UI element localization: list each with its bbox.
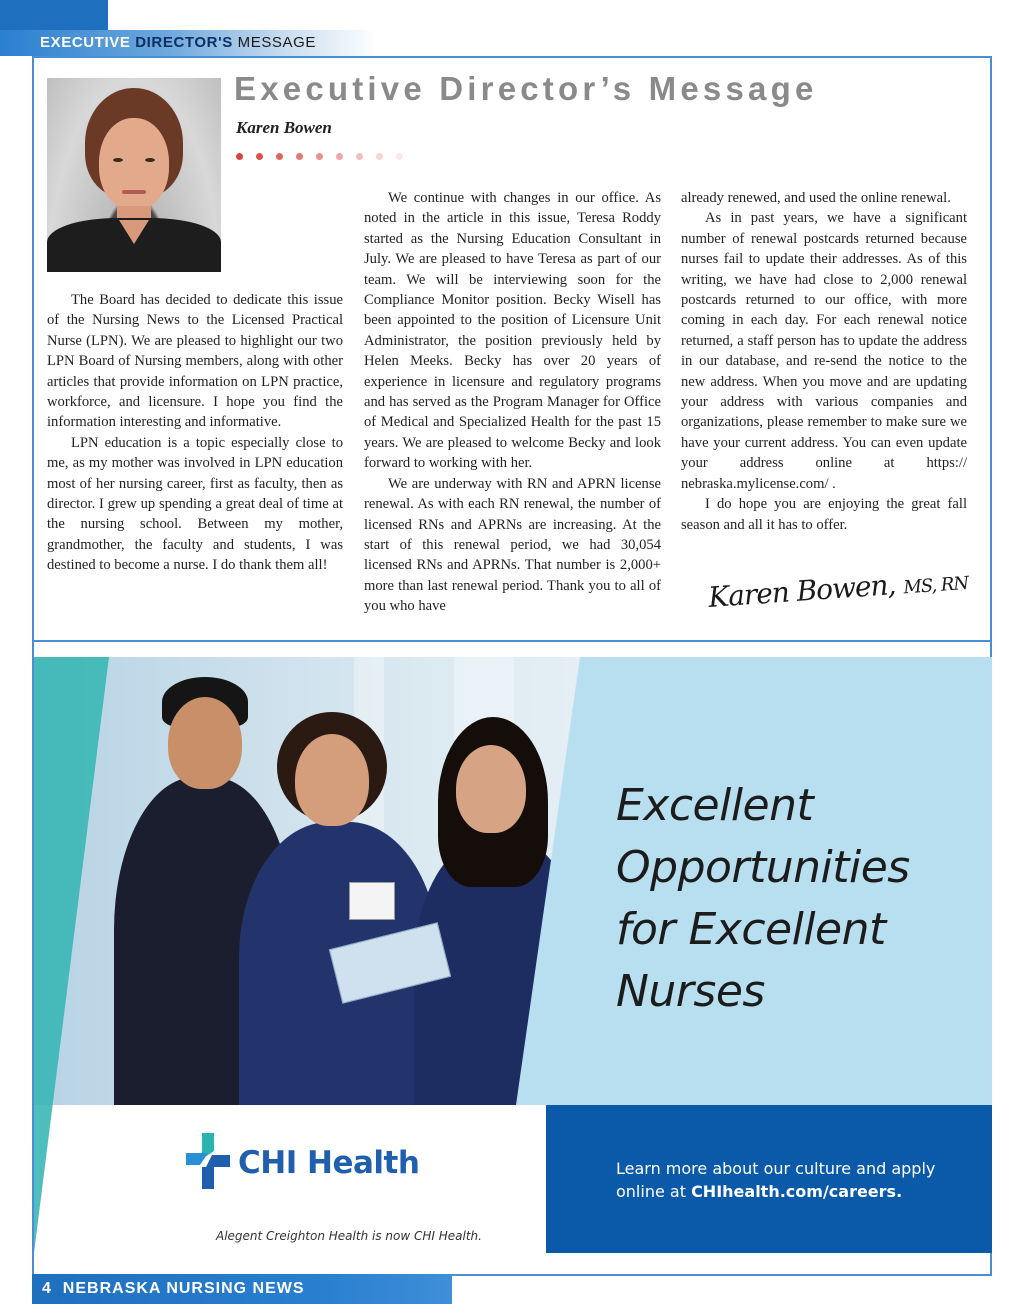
section-header-part2: DIRECTOR'S xyxy=(135,34,233,51)
article-title: Executive Director’s Message xyxy=(234,70,818,107)
ad-headline-line: for Excellent xyxy=(616,904,886,955)
publication-name: NEBRASKA NURSING NEWS xyxy=(62,1280,305,1297)
article-column-2 xyxy=(364,188,661,617)
ad-headline-line: Opportunities xyxy=(616,842,910,893)
section-header-part3: MESSAGE xyxy=(237,34,317,51)
cta-line-2 xyxy=(616,1180,935,1203)
cta-line-1: Learn more about our culture and apply xyxy=(616,1159,936,1178)
article-column-3 xyxy=(681,188,967,535)
paragraph: LPN education is a topic especially close to me, as my mother was involved in LPN education most of her nursing career, first as faculty, then as director. I grew up spending a great deal of time at the nursing school. Between my mother, grandmother, the faculty and students, I was destined to become a nurse. I do thank them all! xyxy=(47,434,343,574)
brand-name: CHI Health xyxy=(238,1145,420,1181)
author-photo xyxy=(47,78,221,272)
section-header xyxy=(40,34,316,51)
ad-headline-line: Nurses xyxy=(616,966,765,1017)
paragraph: We continue with changes in our office. As noted in the article in this issue, Teresa Roddy started as the Nursing Education Consultant in July. We are pleased to have Teresa as part of our team. We will be interviewing soon for the Compliance Monitor position. Becky Wisell has been appointed to the position of Licensure Unit Administrator, the position previously held by Helen Meeks. Becky has over 20 years of experience in licensure and regulatory programs and has served as the Program Manager for Office of Medical and Specialized Health for the past 15 years. We are pleased to welcome Becky and look forward to working with her. xyxy=(364,190,661,472)
section-divider xyxy=(32,640,992,642)
ad-tagline: Alegent Creighton Health is now CHI Health. xyxy=(216,1229,482,1243)
advertisement xyxy=(34,657,992,1253)
cta-prefix: online at xyxy=(616,1182,692,1201)
signature-credentials: MS, RN xyxy=(902,572,969,599)
chi-health-cross-icon xyxy=(184,1131,232,1191)
careers-link[interactable]: CHIhealth.com/careers. xyxy=(691,1182,903,1201)
ad-headline-line: Excellent xyxy=(616,780,814,831)
paragraph: I do hope you are enjoying the great fall season and all it has to offer. xyxy=(681,496,967,533)
paragraph-continued: already renewed, and used the online renewal. xyxy=(681,190,951,206)
paragraph: As in past years, we have a significant number of renewal postcards returned because nurses fail to update their addresses. As of this writing, we have had close to 2,000 renewal postcards returned to our office, with more coming in each day. For each renewal notice returned, a staff person has to update the address in our database, and re-send the notice to the new address. When you move and are updating your address with various companies and organizations, please remember to make sure we have your current address. You can even update your address online at https:// nebraska.mylicense.com/ . xyxy=(681,210,967,492)
page-number: 4 xyxy=(42,1280,52,1297)
paragraph: The Board has decided to dedicate this issue of the Nursing News to the Licensed Practical Nurse (LPN). We are pleased to highlight our two LPN Board of Nursing members, along with other articles that provide information on LPN practice, workforce, and licensure. I hope you find the information interesting and informative. xyxy=(47,292,343,431)
chi-health-logo xyxy=(184,1131,444,1195)
article-column-1 xyxy=(47,290,343,576)
ad-headline xyxy=(616,775,910,1023)
section-header-part1: EXECUTIVE xyxy=(40,34,131,51)
signature-name: Karen Bowen, xyxy=(707,568,897,615)
footer xyxy=(42,1280,305,1298)
ad-call-to-action xyxy=(616,1157,935,1203)
paragraph: We are underway with RN and APRN license renewal. As with each RN renewal, the number of licensed RNs and APRNs are increasing. At the start of this renewal period, we had 30,054 licensed RNs and APRNs. That number is 2,000+ more than last renewal period. Thank you to all of you who have xyxy=(364,475,661,615)
article-author: Karen Bowen xyxy=(236,118,332,137)
